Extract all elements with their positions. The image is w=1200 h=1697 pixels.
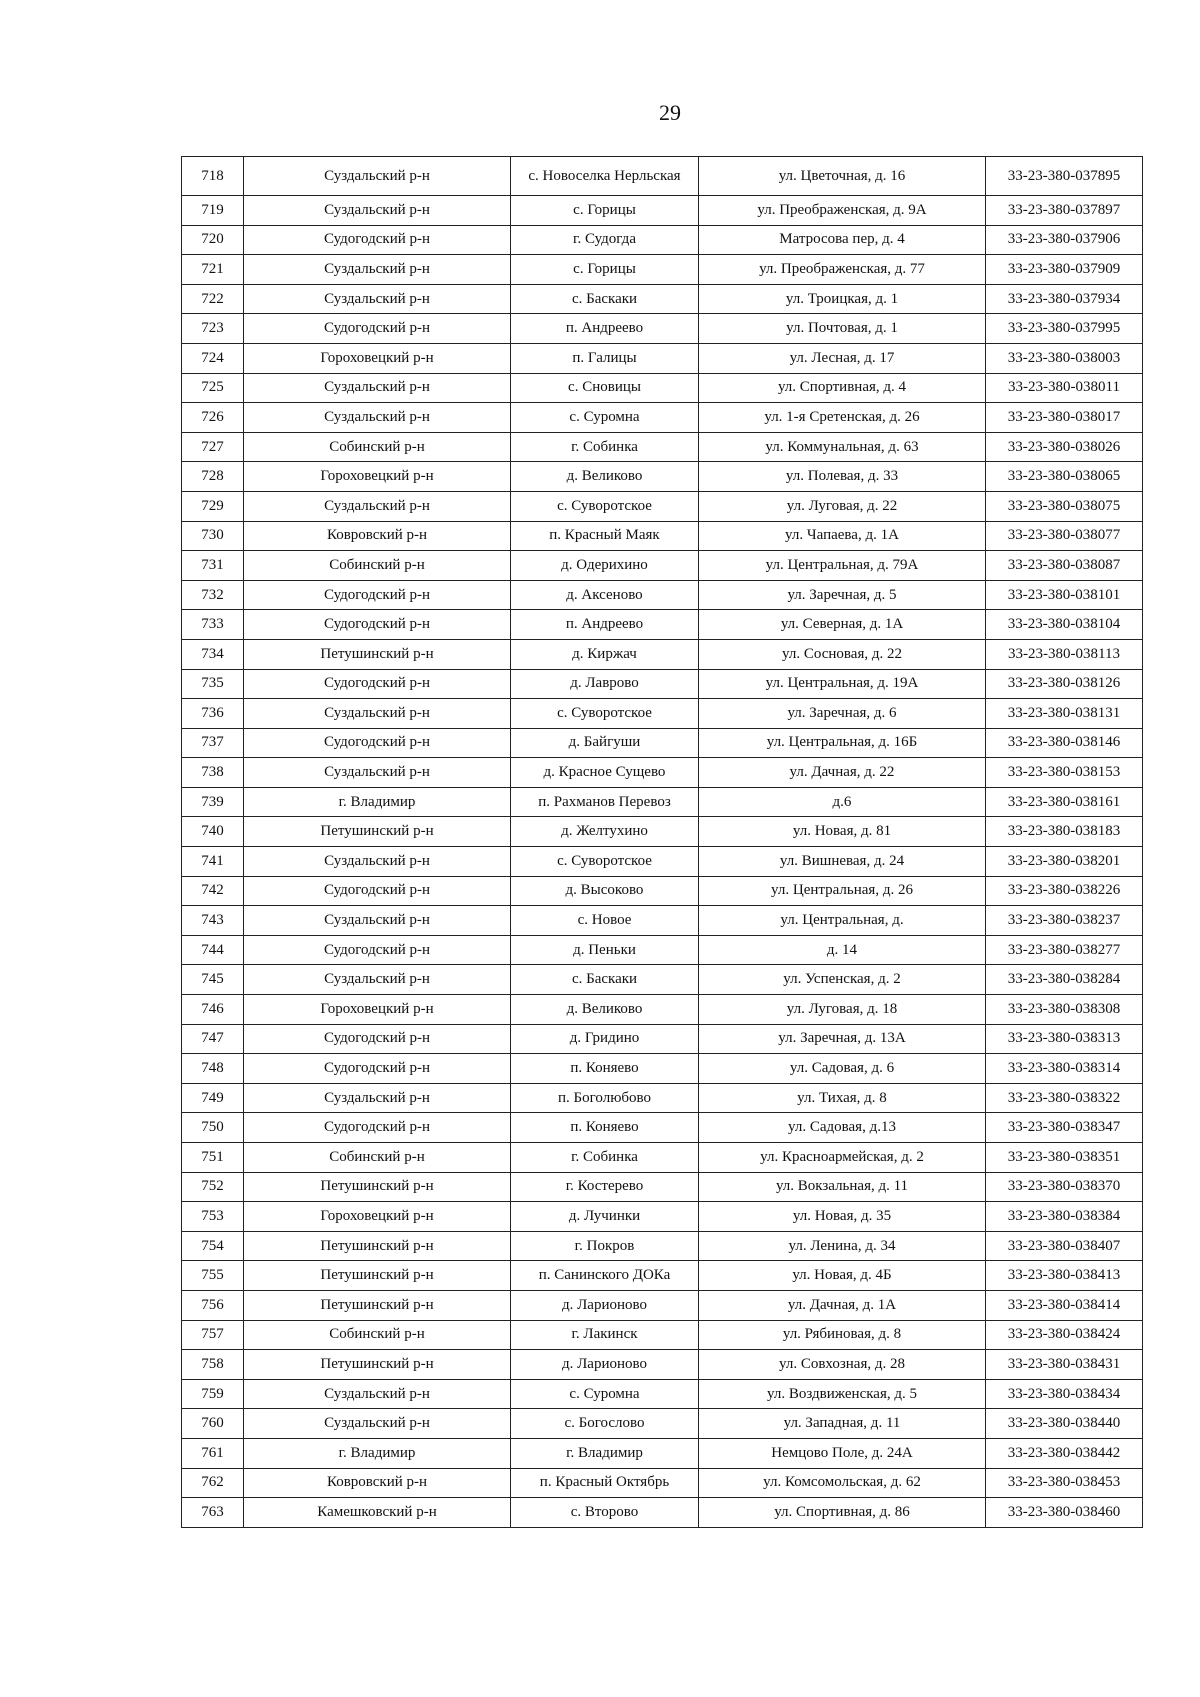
district-cell: Суздальский р-н — [244, 284, 511, 314]
address-cell: ул. Рябиновая, д. 8 — [699, 1320, 986, 1350]
cadastral-code-cell: 33-23-380-038104 — [986, 610, 1143, 640]
address-cell: ул. Центральная, д. 16Б — [699, 728, 986, 758]
locality-cell: д. Пеньки — [511, 935, 699, 965]
table-row — [182, 1113, 1143, 1143]
cadastral-code-cell: 33-23-380-038413 — [986, 1261, 1143, 1291]
address-cell: Немцово Поле, д. 24А — [699, 1438, 986, 1468]
address-cell: ул. Воздвиженская, д. 5 — [699, 1379, 986, 1409]
table-row — [182, 1379, 1143, 1409]
district-cell: Судогодский р-н — [244, 935, 511, 965]
row-number-cell: 721 — [182, 255, 244, 285]
table-row — [182, 1024, 1143, 1054]
table-row — [182, 639, 1143, 669]
table-row — [182, 876, 1143, 906]
address-cell: ул. Цветочная, д. 16 — [699, 157, 986, 196]
locality-cell: п. Коняево — [511, 1054, 699, 1084]
district-cell: Собинский р-н — [244, 1143, 511, 1173]
table-row — [182, 935, 1143, 965]
address-cell: ул. Дачная, д. 1А — [699, 1290, 986, 1320]
locality-cell: с. Богослово — [511, 1409, 699, 1439]
table-row — [182, 403, 1143, 433]
registry-table-body — [182, 157, 1143, 1528]
row-number-cell: 749 — [182, 1083, 244, 1113]
row-number-cell: 762 — [182, 1468, 244, 1498]
district-cell: Петушинский р-н — [244, 817, 511, 847]
locality-cell: с. Горицы — [511, 196, 699, 226]
address-cell: д.6 — [699, 787, 986, 817]
district-cell: Петушинский р-н — [244, 1231, 511, 1261]
cadastral-code-cell: 33-23-380-038434 — [986, 1379, 1143, 1409]
cadastral-code-cell: 33-23-380-038065 — [986, 462, 1143, 492]
table-row — [182, 1143, 1143, 1173]
table-row — [182, 906, 1143, 936]
district-cell: Гороховецкий р-н — [244, 343, 511, 373]
district-cell: Камешковский р-н — [244, 1498, 511, 1528]
table-row — [182, 965, 1143, 995]
address-cell: ул. Тихая, д. 8 — [699, 1083, 986, 1113]
cadastral-code-cell: 33-23-380-038126 — [986, 669, 1143, 699]
locality-cell: с. Суворотское — [511, 699, 699, 729]
row-number-cell: 744 — [182, 935, 244, 965]
cadastral-code-cell: 33-23-380-038424 — [986, 1320, 1143, 1350]
row-number-cell: 758 — [182, 1350, 244, 1380]
district-cell: г. Владимир — [244, 787, 511, 817]
table-row — [182, 225, 1143, 255]
district-cell: Петушинский р-н — [244, 1290, 511, 1320]
cadastral-code-cell: 33-23-380-038440 — [986, 1409, 1143, 1439]
cadastral-code-cell: 33-23-380-038370 — [986, 1172, 1143, 1202]
locality-cell: п. Боголюбово — [511, 1083, 699, 1113]
locality-cell: п. Красный Маяк — [511, 521, 699, 551]
registry-table — [181, 156, 1143, 1528]
table-row — [182, 491, 1143, 521]
locality-cell: п. Андреево — [511, 610, 699, 640]
address-cell: ул. Преображенская, д. 9А — [699, 196, 986, 226]
row-number-cell: 727 — [182, 432, 244, 462]
table-row — [182, 432, 1143, 462]
row-number-cell: 745 — [182, 965, 244, 995]
table-row — [182, 1409, 1143, 1439]
row-number-cell: 757 — [182, 1320, 244, 1350]
district-cell: Суздальский р-н — [244, 699, 511, 729]
cadastral-code-cell: 33-23-380-038308 — [986, 995, 1143, 1025]
table-row — [182, 1438, 1143, 1468]
district-cell: Собинский р-н — [244, 1320, 511, 1350]
locality-cell: с. Суромна — [511, 403, 699, 433]
locality-cell: д. Красное Сущево — [511, 758, 699, 788]
locality-cell: д. Гридино — [511, 1024, 699, 1054]
address-cell: ул. Сосновая, д. 22 — [699, 639, 986, 669]
cadastral-code-cell: 33-23-380-037895 — [986, 157, 1143, 196]
table-row — [182, 196, 1143, 226]
locality-cell: с. Суворотское — [511, 491, 699, 521]
address-cell: ул. Почтовая, д. 1 — [699, 314, 986, 344]
table-row — [182, 255, 1143, 285]
cadastral-code-cell: 33-23-380-038077 — [986, 521, 1143, 551]
cadastral-code-cell: 33-23-380-038431 — [986, 1350, 1143, 1380]
cadastral-code-cell: 33-23-380-038075 — [986, 491, 1143, 521]
address-cell: ул. Спортивная, д. 86 — [699, 1498, 986, 1528]
locality-cell: с. Второво — [511, 1498, 699, 1528]
table-row — [182, 1468, 1143, 1498]
table-row — [182, 817, 1143, 847]
row-number-cell: 763 — [182, 1498, 244, 1528]
locality-cell: д. Лаврово — [511, 669, 699, 699]
row-number-cell: 724 — [182, 343, 244, 373]
row-number-cell: 718 — [182, 157, 244, 196]
district-cell: Судогодский р-н — [244, 1054, 511, 1084]
table-row — [182, 1202, 1143, 1232]
district-cell: Собинский р-н — [244, 432, 511, 462]
cadastral-code-cell: 33-23-380-038087 — [986, 551, 1143, 581]
address-cell: ул. Преображенская, д. 77 — [699, 255, 986, 285]
district-cell: Суздальский р-н — [244, 157, 511, 196]
district-cell: Гороховецкий р-н — [244, 462, 511, 492]
locality-cell: г. Собинка — [511, 1143, 699, 1173]
row-number-cell: 738 — [182, 758, 244, 788]
table-row — [182, 610, 1143, 640]
cadastral-code-cell: 33-23-380-038277 — [986, 935, 1143, 965]
locality-cell: г. Покров — [511, 1231, 699, 1261]
row-number-cell: 760 — [182, 1409, 244, 1439]
locality-cell: г. Костерево — [511, 1172, 699, 1202]
table-row — [182, 580, 1143, 610]
cadastral-code-cell: 33-23-380-037909 — [986, 255, 1143, 285]
locality-cell: д. Байгуши — [511, 728, 699, 758]
cadastral-code-cell: 33-23-380-038322 — [986, 1083, 1143, 1113]
cadastral-code-cell: 33-23-380-038146 — [986, 728, 1143, 758]
district-cell: Ковровский р-н — [244, 1468, 511, 1498]
table-row — [182, 373, 1143, 403]
address-cell: ул. Дачная, д. 22 — [699, 758, 986, 788]
locality-cell: д. Киржач — [511, 639, 699, 669]
locality-cell: п. Галицы — [511, 343, 699, 373]
address-cell: ул. Коммунальная, д. 63 — [699, 432, 986, 462]
locality-cell: г. Владимир — [511, 1438, 699, 1468]
address-cell: ул. Чапаева, д. 1А — [699, 521, 986, 551]
table-row — [182, 847, 1143, 877]
table-row — [182, 787, 1143, 817]
page-number: 29 — [659, 100, 681, 125]
cadastral-code-cell: 33-23-380-038314 — [986, 1054, 1143, 1084]
address-cell: ул. Заречная, д. 5 — [699, 580, 986, 610]
address-cell: ул. Вишневая, д. 24 — [699, 847, 986, 877]
row-number-cell: 752 — [182, 1172, 244, 1202]
table-row — [182, 1290, 1143, 1320]
cadastral-code-cell: 33-23-380-038101 — [986, 580, 1143, 610]
locality-cell: п. Санинского ДОКа — [511, 1261, 699, 1291]
row-number-cell: 741 — [182, 847, 244, 877]
row-number-cell: 729 — [182, 491, 244, 521]
address-cell: ул. Красноармейская, д. 2 — [699, 1143, 986, 1173]
district-cell: Петушинский р-н — [244, 1172, 511, 1202]
district-cell: Суздальский р-н — [244, 373, 511, 403]
table-row — [182, 1231, 1143, 1261]
locality-cell: д. Лучинки — [511, 1202, 699, 1232]
district-cell: Суздальский р-н — [244, 196, 511, 226]
table-row — [182, 157, 1143, 196]
cadastral-code-cell: 33-23-380-038131 — [986, 699, 1143, 729]
table-row — [182, 1498, 1143, 1528]
locality-cell: г. Судогда — [511, 225, 699, 255]
row-number-cell: 732 — [182, 580, 244, 610]
district-cell: Суздальский р-н — [244, 1379, 511, 1409]
row-number-cell: 761 — [182, 1438, 244, 1468]
row-number-cell: 753 — [182, 1202, 244, 1232]
district-cell: Судогодский р-н — [244, 580, 511, 610]
cadastral-code-cell: 33-23-380-038313 — [986, 1024, 1143, 1054]
table-row — [182, 551, 1143, 581]
locality-cell: с. Новоселка Нерльская — [511, 157, 699, 196]
table-row — [182, 699, 1143, 729]
locality-cell: с. Баскаки — [511, 284, 699, 314]
address-cell: ул. Комсомольская, д. 62 — [699, 1468, 986, 1498]
table-row — [182, 758, 1143, 788]
address-cell: ул. Заречная, д. 6 — [699, 699, 986, 729]
table-row — [182, 995, 1143, 1025]
address-cell: ул. Вокзальная, д. 11 — [699, 1172, 986, 1202]
locality-cell: с. Новое — [511, 906, 699, 936]
cadastral-code-cell: 33-23-380-038453 — [986, 1468, 1143, 1498]
table-row — [182, 314, 1143, 344]
district-cell: Судогодский р-н — [244, 610, 511, 640]
cadastral-code-cell: 33-23-380-038442 — [986, 1438, 1143, 1468]
address-cell: ул. Совхозная, д. 28 — [699, 1350, 986, 1380]
address-cell: ул. Садовая, д.13 — [699, 1113, 986, 1143]
table-row — [182, 462, 1143, 492]
row-number-cell: 750 — [182, 1113, 244, 1143]
row-number-cell: 742 — [182, 876, 244, 906]
table-row — [182, 1083, 1143, 1113]
address-cell: Матросова пер, д. 4 — [699, 225, 986, 255]
address-cell: д. 14 — [699, 935, 986, 965]
district-cell: Суздальский р-н — [244, 758, 511, 788]
row-number-cell: 754 — [182, 1231, 244, 1261]
cadastral-code-cell: 33-23-380-038003 — [986, 343, 1143, 373]
cadastral-code-cell: 33-23-380-038183 — [986, 817, 1143, 847]
row-number-cell: 746 — [182, 995, 244, 1025]
district-cell: г. Владимир — [244, 1438, 511, 1468]
district-cell: Суздальский р-н — [244, 965, 511, 995]
row-number-cell: 748 — [182, 1054, 244, 1084]
cadastral-code-cell: 33-23-380-038113 — [986, 639, 1143, 669]
table-row — [182, 284, 1143, 314]
district-cell: Судогодский р-н — [244, 225, 511, 255]
district-cell: Суздальский р-н — [244, 1083, 511, 1113]
cadastral-code-cell: 33-23-380-038414 — [986, 1290, 1143, 1320]
district-cell: Суздальский р-н — [244, 906, 511, 936]
table-row — [182, 1320, 1143, 1350]
locality-cell: г. Лакинск — [511, 1320, 699, 1350]
district-cell: Суздальский р-н — [244, 1409, 511, 1439]
address-cell: ул. Успенская, д. 2 — [699, 965, 986, 995]
cadastral-code-cell: 33-23-380-037906 — [986, 225, 1143, 255]
row-number-cell: 735 — [182, 669, 244, 699]
district-cell: Гороховецкий р-н — [244, 1202, 511, 1232]
row-number-cell: 725 — [182, 373, 244, 403]
district-cell: Суздальский р-н — [244, 847, 511, 877]
locality-cell: п. Красный Октябрь — [511, 1468, 699, 1498]
row-number-cell: 723 — [182, 314, 244, 344]
table-row — [182, 669, 1143, 699]
district-cell: Судогодский р-н — [244, 876, 511, 906]
district-cell: Собинский р-н — [244, 551, 511, 581]
table-row — [182, 343, 1143, 373]
row-number-cell: 719 — [182, 196, 244, 226]
locality-cell: п. Рахманов Перевоз — [511, 787, 699, 817]
locality-cell: д. Желтухино — [511, 817, 699, 847]
district-cell: Судогодский р-н — [244, 1024, 511, 1054]
district-cell: Судогодский р-н — [244, 1113, 511, 1143]
address-cell: ул. Луговая, д. 22 — [699, 491, 986, 521]
district-cell: Ковровский р-н — [244, 521, 511, 551]
row-number-cell: 730 — [182, 521, 244, 551]
table-row — [182, 728, 1143, 758]
district-cell: Петушинский р-н — [244, 1350, 511, 1380]
table-row — [182, 1261, 1143, 1291]
table-row — [182, 1172, 1143, 1202]
row-number-cell: 755 — [182, 1261, 244, 1291]
locality-cell: д. Одерихино — [511, 551, 699, 581]
cadastral-code-cell: 33-23-380-038201 — [986, 847, 1143, 877]
cadastral-code-cell: 33-23-380-037934 — [986, 284, 1143, 314]
locality-cell: д. Высоково — [511, 876, 699, 906]
row-number-cell: 743 — [182, 906, 244, 936]
cadastral-code-cell: 33-23-380-038226 — [986, 876, 1143, 906]
district-cell: Судогодский р-н — [244, 669, 511, 699]
locality-cell: г. Собинка — [511, 432, 699, 462]
district-cell: Суздальский р-н — [244, 403, 511, 433]
locality-cell: с. Горицы — [511, 255, 699, 285]
table-row — [182, 1350, 1143, 1380]
cadastral-code-cell: 33-23-380-037897 — [986, 196, 1143, 226]
row-number-cell: 747 — [182, 1024, 244, 1054]
row-number-cell: 720 — [182, 225, 244, 255]
row-number-cell: 759 — [182, 1379, 244, 1409]
district-cell: Судогодский р-н — [244, 314, 511, 344]
address-cell: ул. Лесная, д. 17 — [699, 343, 986, 373]
locality-cell: с. Суромна — [511, 1379, 699, 1409]
row-number-cell: 731 — [182, 551, 244, 581]
table-row — [182, 1054, 1143, 1084]
cadastral-code-cell: 33-23-380-038017 — [986, 403, 1143, 433]
row-number-cell: 728 — [182, 462, 244, 492]
row-number-cell: 751 — [182, 1143, 244, 1173]
locality-cell: д. Ларионово — [511, 1350, 699, 1380]
district-cell: Петушинский р-н — [244, 1261, 511, 1291]
address-cell: ул. Новая, д. 81 — [699, 817, 986, 847]
cadastral-code-cell: 33-23-380-038351 — [986, 1143, 1143, 1173]
cadastral-code-cell: 33-23-380-038460 — [986, 1498, 1143, 1528]
cadastral-code-cell: 33-23-380-038237 — [986, 906, 1143, 936]
cadastral-code-cell: 33-23-380-038153 — [986, 758, 1143, 788]
locality-cell: д. Великово — [511, 462, 699, 492]
row-number-cell: 739 — [182, 787, 244, 817]
locality-cell: д. Ларионово — [511, 1290, 699, 1320]
address-cell: ул. Новая, д. 35 — [699, 1202, 986, 1232]
locality-cell: п. Андреево — [511, 314, 699, 344]
address-cell: ул. Спортивная, д. 4 — [699, 373, 986, 403]
district-cell: Суздальский р-н — [244, 491, 511, 521]
address-cell: ул. Троицкая, д. 1 — [699, 284, 986, 314]
address-cell: ул. Луговая, д. 18 — [699, 995, 986, 1025]
row-number-cell: 756 — [182, 1290, 244, 1320]
row-number-cell: 722 — [182, 284, 244, 314]
row-number-cell: 734 — [182, 639, 244, 669]
row-number-cell: 733 — [182, 610, 244, 640]
locality-cell: с. Суворотское — [511, 847, 699, 877]
address-cell: ул. 1-я Сретенская, д. 26 — [699, 403, 986, 433]
cadastral-code-cell: 33-23-380-038026 — [986, 432, 1143, 462]
row-number-cell: 740 — [182, 817, 244, 847]
cadastral-code-cell: 33-23-380-038347 — [986, 1113, 1143, 1143]
locality-cell: с. Сновицы — [511, 373, 699, 403]
district-cell: Гороховецкий р-н — [244, 995, 511, 1025]
district-cell: Судогодский р-н — [244, 728, 511, 758]
address-cell: ул. Заречная, д. 13А — [699, 1024, 986, 1054]
cadastral-code-cell: 33-23-380-038161 — [986, 787, 1143, 817]
address-cell: ул. Северная, д. 1А — [699, 610, 986, 640]
locality-cell: д. Аксеново — [511, 580, 699, 610]
cadastral-code-cell: 33-23-380-038384 — [986, 1202, 1143, 1232]
cadastral-code-cell: 33-23-380-038284 — [986, 965, 1143, 995]
cadastral-code-cell: 33-23-380-037995 — [986, 314, 1143, 344]
district-cell: Петушинский р-н — [244, 639, 511, 669]
locality-cell: с. Баскаки — [511, 965, 699, 995]
cadastral-code-cell: 33-23-380-038011 — [986, 373, 1143, 403]
address-cell: ул. Новая, д. 4Б — [699, 1261, 986, 1291]
row-number-cell: 726 — [182, 403, 244, 433]
address-cell: ул. Западная, д. 11 — [699, 1409, 986, 1439]
locality-cell: д. Великово — [511, 995, 699, 1025]
address-cell: ул. Ленина, д. 34 — [699, 1231, 986, 1261]
row-number-cell: 737 — [182, 728, 244, 758]
locality-cell: п. Коняево — [511, 1113, 699, 1143]
district-cell: Суздальский р-н — [244, 255, 511, 285]
address-cell: ул. Центральная, д. 26 — [699, 876, 986, 906]
address-cell: ул. Центральная, д. — [699, 906, 986, 936]
address-cell: ул. Центральная, д. 79А — [699, 551, 986, 581]
address-cell: ул. Центральная, д. 19А — [699, 669, 986, 699]
cadastral-code-cell: 33-23-380-038407 — [986, 1231, 1143, 1261]
address-cell: ул. Садовая, д. 6 — [699, 1054, 986, 1084]
row-number-cell: 736 — [182, 699, 244, 729]
table-row — [182, 521, 1143, 551]
address-cell: ул. Полевая, д. 33 — [699, 462, 986, 492]
